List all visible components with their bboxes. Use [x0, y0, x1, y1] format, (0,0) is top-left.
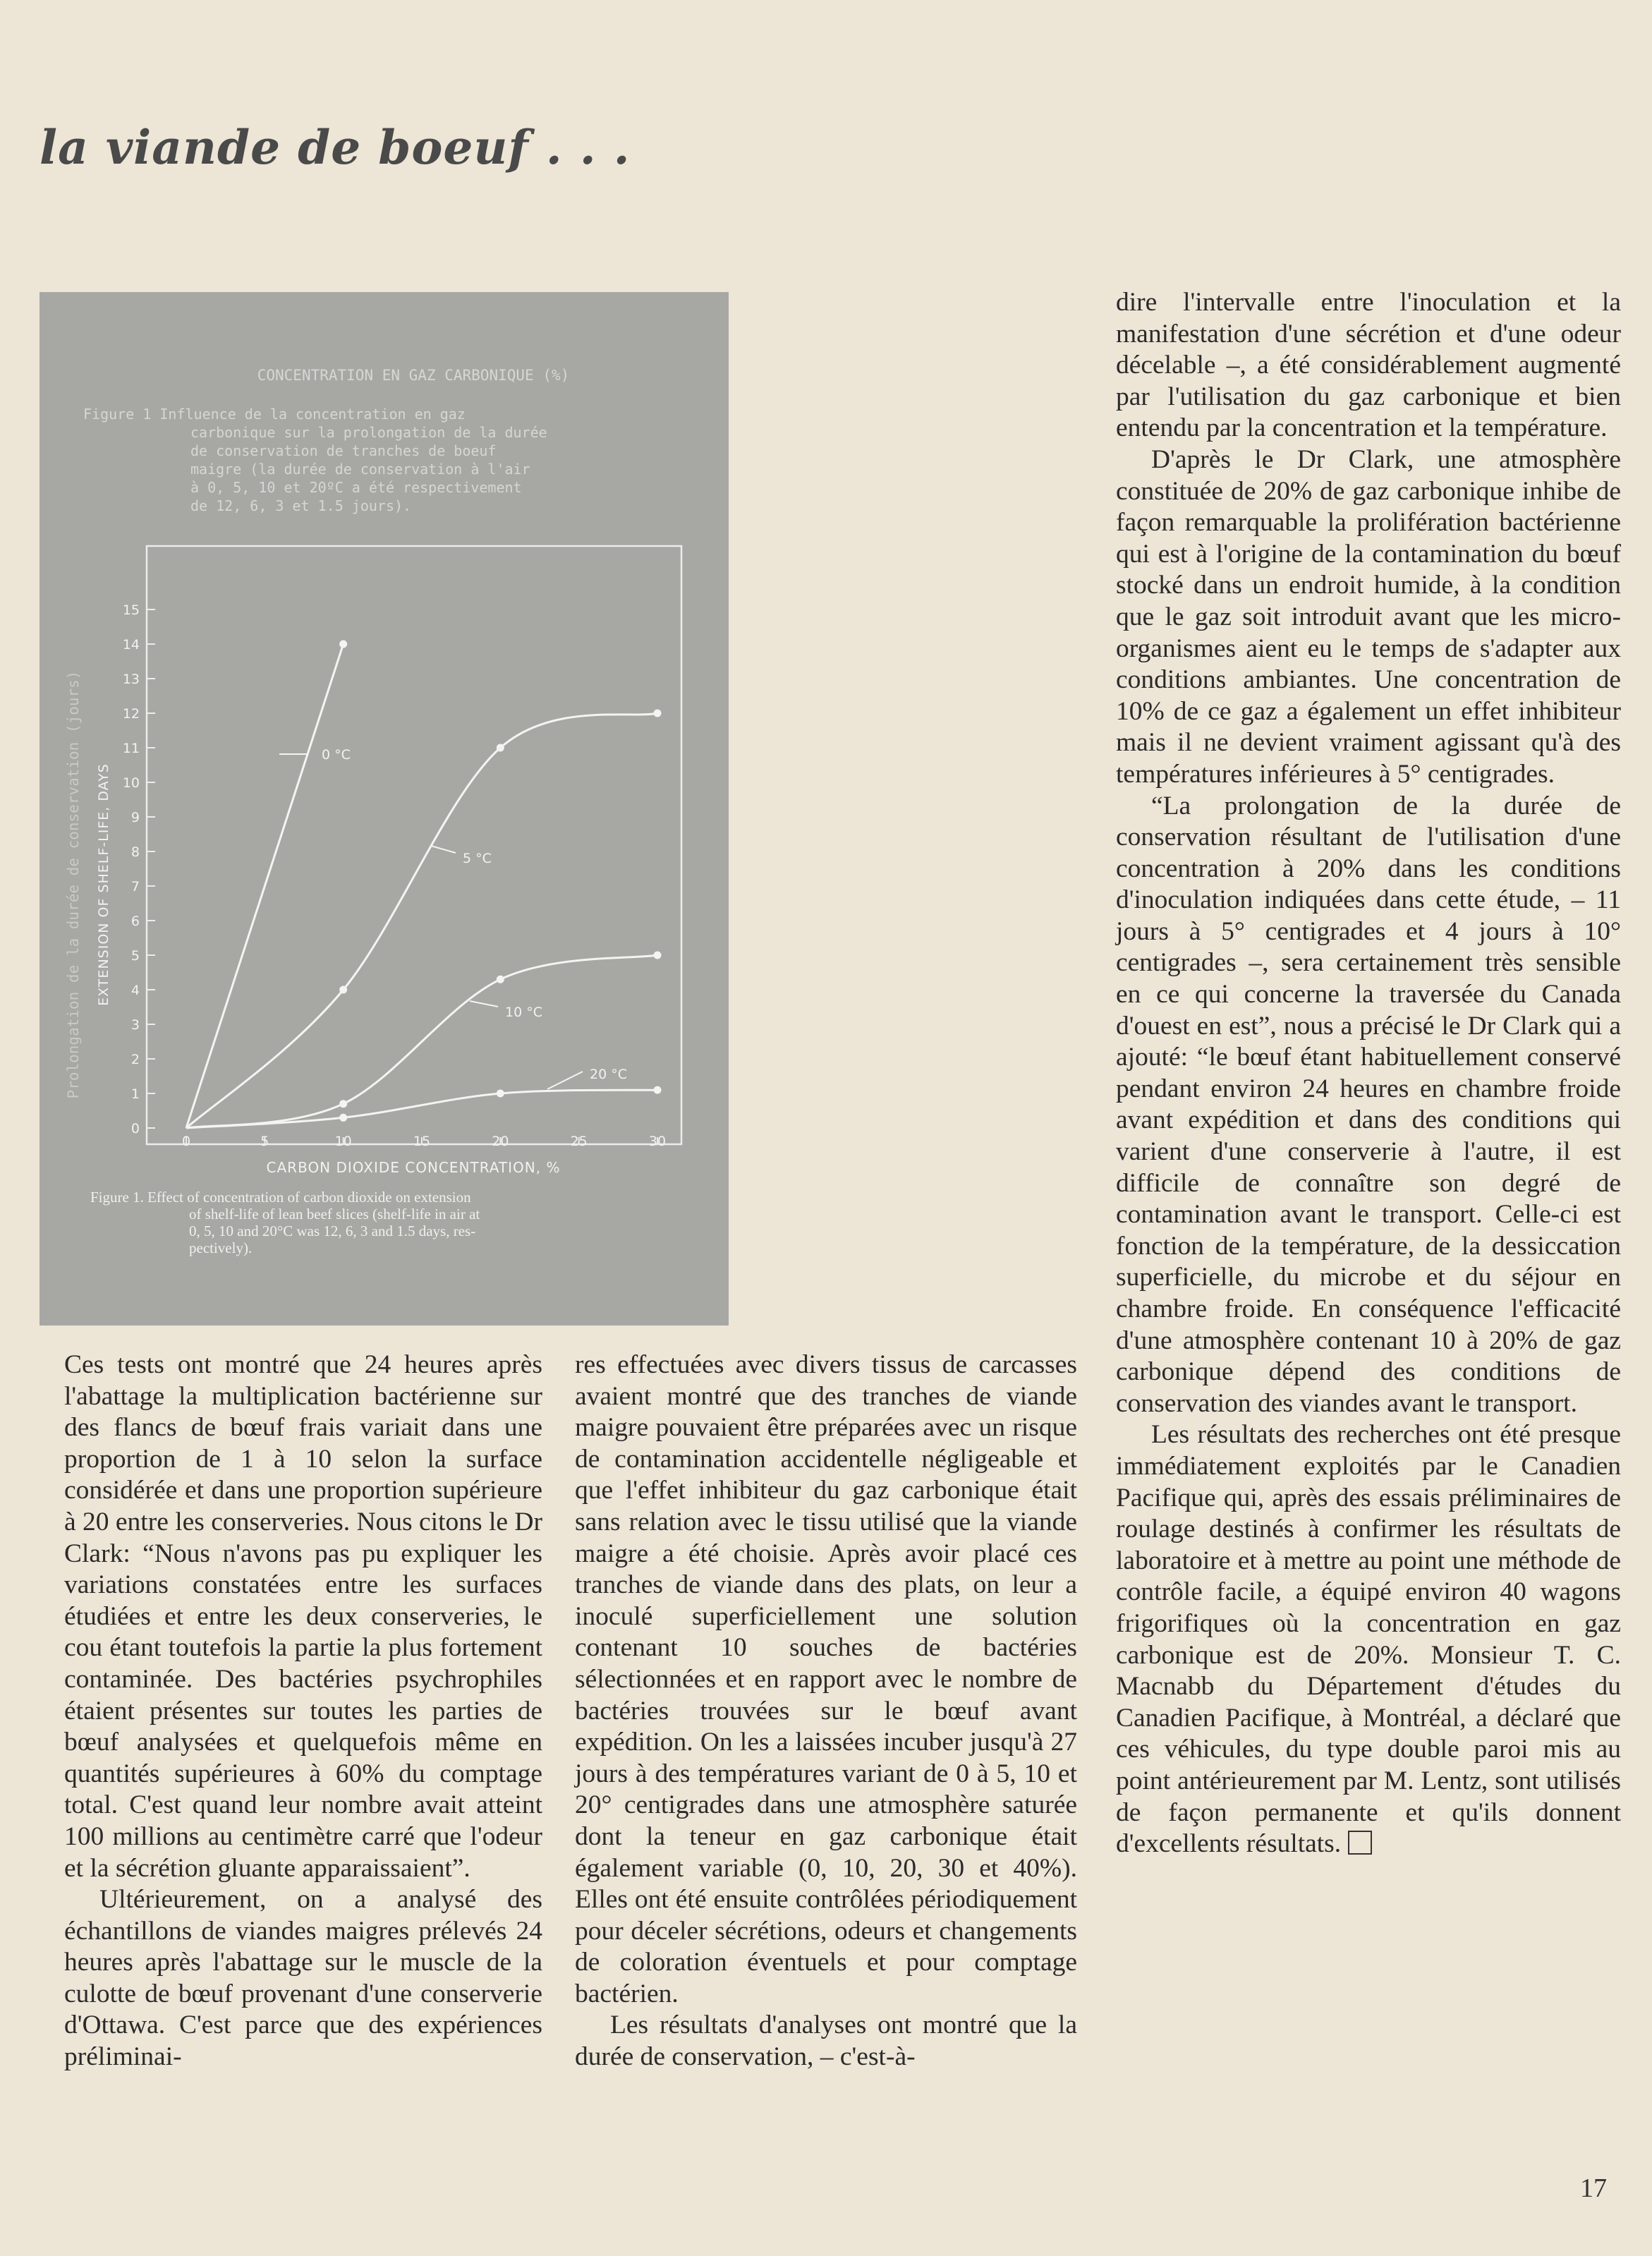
text-column-2: [575, 1350, 1077, 2073]
french-caption-line: maigre (la durée de conservation à l'air: [190, 461, 530, 478]
series-line: [186, 713, 657, 1128]
paragraph: Les résultats d'analyses ont montré que la durée de conservation, – c'est-à-: [575, 2011, 1077, 2072]
label-leader-line: [547, 1072, 583, 1089]
french-y-axis-title: Prolongation de la durée de conservation (jours): [65, 670, 82, 1099]
french-caption-line: à 0, 5, 10 et 20ºC a été respectivement: [190, 479, 522, 496]
plot-frame: [147, 546, 681, 1144]
english-caption-line: 0, 5, 10 and 20°C was 12, 6, 3 and 1.5 days, res-: [189, 1223, 476, 1239]
label-leader-line: [431, 846, 456, 853]
english-caption-line: of shelf-life of lean beef slices (shelf-life in air at: [189, 1206, 480, 1223]
y-tick-label: 0: [130, 1121, 140, 1136]
x-tick-label: 25: [570, 1134, 588, 1149]
x-tick-label: 15: [413, 1134, 431, 1149]
data-point: [339, 1114, 347, 1122]
data-point: [497, 744, 504, 752]
series-line: [186, 1090, 657, 1128]
series-labels: [279, 747, 627, 1089]
french-caption: [83, 406, 547, 514]
series-label: 10 °C: [505, 1005, 542, 1020]
y-tick-label: 12: [122, 706, 140, 722]
series-line: [186, 955, 657, 1128]
data-point: [339, 986, 347, 994]
data-point: [339, 641, 347, 648]
data-point: [654, 710, 662, 717]
y-tick-label: 15: [122, 602, 140, 618]
french-caption-line: de 12, 6, 3 et 1.5 jours).: [190, 497, 412, 514]
x-tick-label: 30: [648, 1134, 667, 1149]
figure-1: [40, 292, 729, 1326]
data-point: [497, 1090, 504, 1098]
y-tick-label: 1: [130, 1086, 140, 1102]
english-caption-line: Figure 1. Effect of concentration of carbon dioxide on extension: [90, 1189, 471, 1206]
label-leader-line: [470, 1001, 498, 1007]
paragraph-text: Les résultats des recherches ont été presque immédiatement exploités par le Canadien Pacifique qui, après des essais préliminaires de roulage destinés à confirmer les résultats de laboratoire et à mettre au point une méthode de contrôle facile, a équipé environ 40 wagons frigorifiques où la concentration en gaz carbonique est de 20%. Monsieur T. C. Macnabb du Département d'études du Canadien Pacifique, à Montréal, a déclaré que ces véhicules, du type double paroi mis au point antérieurement par M. Lentz, sont utilisés de façon permanente et qu'ils donnent d'excellents résultats.: [1116, 1420, 1621, 1859]
x-axis-title: CARBON DIOXIDE CONCENTRATION, %: [266, 1159, 561, 1176]
data-point: [654, 1086, 662, 1094]
y-axis-title: EXTENSION OF SHELF-LIFE, DAYS: [96, 763, 111, 1006]
text-column-3: [1116, 287, 1621, 1860]
y-tick-label: 6: [130, 914, 140, 929]
data-point: [497, 976, 504, 983]
y-tick-label: 11: [122, 741, 140, 756]
french-axis-title: CONCENTRATION EN GAZ CARBONIQUE (%): [257, 367, 570, 384]
y-tick-label: 3: [130, 1017, 140, 1033]
series-line: [186, 644, 344, 1128]
y-tick-label: 14: [122, 637, 140, 653]
page-number: 17: [1580, 2173, 1607, 2203]
series-label: 20 °C: [590, 1067, 627, 1082]
figure-chart: [40, 292, 729, 1326]
paragraph: Ultérieurement, on a analysé des échantillons de viandes maigres prélevés 24 heures après l'abattage sur le muscle de la culotte de bœuf provenant d'une conserverie d'Ottawa. C'est parce que des expériences préliminai-: [64, 1885, 542, 2072]
data-point: [654, 952, 662, 959]
y-tick-label: 4: [130, 983, 140, 998]
text-column-1: [64, 1350, 542, 2073]
paragraph: [1116, 1419, 1621, 1860]
x-tick-label: 0: [181, 1134, 191, 1149]
english-caption: [90, 1189, 480, 1256]
y-axis-ticks: [123, 602, 155, 1136]
paragraph: D'après le Dr Clark, une atmosphère constituée de 20% de gaz carbonique inhibe de façon remarquable la prolifération bactérienne qui est à l'origine de la contamination du bœuf stocké dans un endroit humide, à la condition que le gaz soit introduit avant que les micro-organismes aient eu le temps de s'adapter aux conditions ambiantes. Une concentration de 10% de ce gaz a également un effet inhibiteur mais il ne devient vraiment agissant qu'à des températures inférieures à 5° centigrades.: [1116, 444, 1621, 789]
paragraph: dire l'intervalle entre l'inoculation et la manifestation d'une sécrétion et d'une odeur décelable –, a été considérablement augmenté par l'utilisation du gaz carbonique et bien entendu par la concentration et la température.: [1116, 288, 1621, 443]
data-series: [186, 641, 662, 1129]
y-tick-label: 8: [130, 844, 140, 860]
data-point: [339, 1100, 347, 1108]
series-label: 5 °C: [463, 851, 492, 866]
x-tick-label: 5: [260, 1134, 269, 1149]
paragraph: res effectuées avec divers tissus de carcasses avaient montré que des tranches de viande maigre pouvaient être préparées avec un risque de contamination accidentelle négligeable et que l'effet inhibiteur du gaz carbonique était sans relation avec le tissu utilisé que la viande maigre a été choisie. Après avoir placé ces tranches de viande dans des plats, on leur a inoculé superficiellement une solution contenant 10 souches de bactéries sélectionnées et en rapport avec le nombre de bactéries trouvées sur le bœuf avant expédition. On les a laissées incuber jusqu'à 27 jours à des températures variant de 0 à 5, 10 et 20° centigrades dans une atmosphère saturée dont la teneur en gaz carbonique était également variable (0, 10, 20, 30 et 40%). Elles ont été ensuite contrôlées périodiquement pour déceler sécrétions, odeurs et changements de coloration éventuels et pour comptage bactérien.: [575, 1350, 1077, 2008]
y-tick-label: 10: [122, 775, 140, 791]
y-tick-label: 7: [130, 879, 140, 894]
x-tick-label: 10: [334, 1134, 352, 1149]
french-caption-line: Figure 1 Influence de la concentration en gaz: [83, 406, 466, 423]
x-axis-ticks: [182, 1134, 666, 1149]
paragraph: “La prolongation de la durée de conservation résultant de l'utilisation d'une concentration à 20% dans les conditions d'inoculation indiquées dans cette étude, – 11 jours à 5° centigrades et 4 jours à 10° centigrades –, sera certainement très sensible en ce qui concerne la traversée du Canada d'ouest en est”, nous a précisé le Dr Clark qui a ajouté: “le bœuf étant habituellement conservé pendant environ 24 heures en chambre froide avant expédition et dans des conditions qui varient d'une conserverie à l'autre, il est difficile de connaître son degré de contamination avant le transport. Celle-ci est fonction de la température, de la dessiccation superficielle, du microbe et du séjour en chambre froide. En conséquence l'efficacité d'une atmosphère contenant 10 à 20% de gaz carbonique dépend des conditions de conservation des viandes avant le transport.: [1116, 791, 1621, 1418]
series-label: 0 °C: [322, 747, 351, 763]
y-tick-label: 9: [130, 810, 140, 825]
x-tick-label: 20: [492, 1134, 509, 1149]
french-caption-line: de conservation de tranches de boeuf: [190, 442, 497, 459]
y-tick-label: 5: [130, 948, 140, 964]
page-title: la viande de boeuf . . .: [40, 120, 631, 175]
y-tick-label: 13: [122, 672, 140, 687]
y-tick-label: 2: [130, 1052, 140, 1067]
paragraph: Ces tests ont montré que 24 heures après l'abattage la multiplication bactérienne sur des flancs de bœuf frais variait dans une proportion de 1 à 10 selon la surface considérée et dans une proportion supérieure à 20 entre les conserveries. Nous citons le Dr Clark: “Nous n'avons pas pu expliquer les variations constatées entre les surfaces étudiées et entre les deux conserveries, le cou étant toutefois la partie la plus fortement contaminée. Des bactéries psychrophiles étaient présentes sur toutes les parties de bœuf analysées et quelquefois même en quantités supérieures à 60% du comptage total. C'est quand leur nombre avait atteint 100 millions au centimètre carré que l'odeur et la sécrétion gluante apparaissaient”.: [64, 1350, 542, 1883]
end-of-article-icon: [1348, 1831, 1372, 1855]
english-caption-line: pectively).: [189, 1239, 253, 1256]
french-caption-line: carbonique sur la prolongation de la durée: [190, 424, 547, 441]
